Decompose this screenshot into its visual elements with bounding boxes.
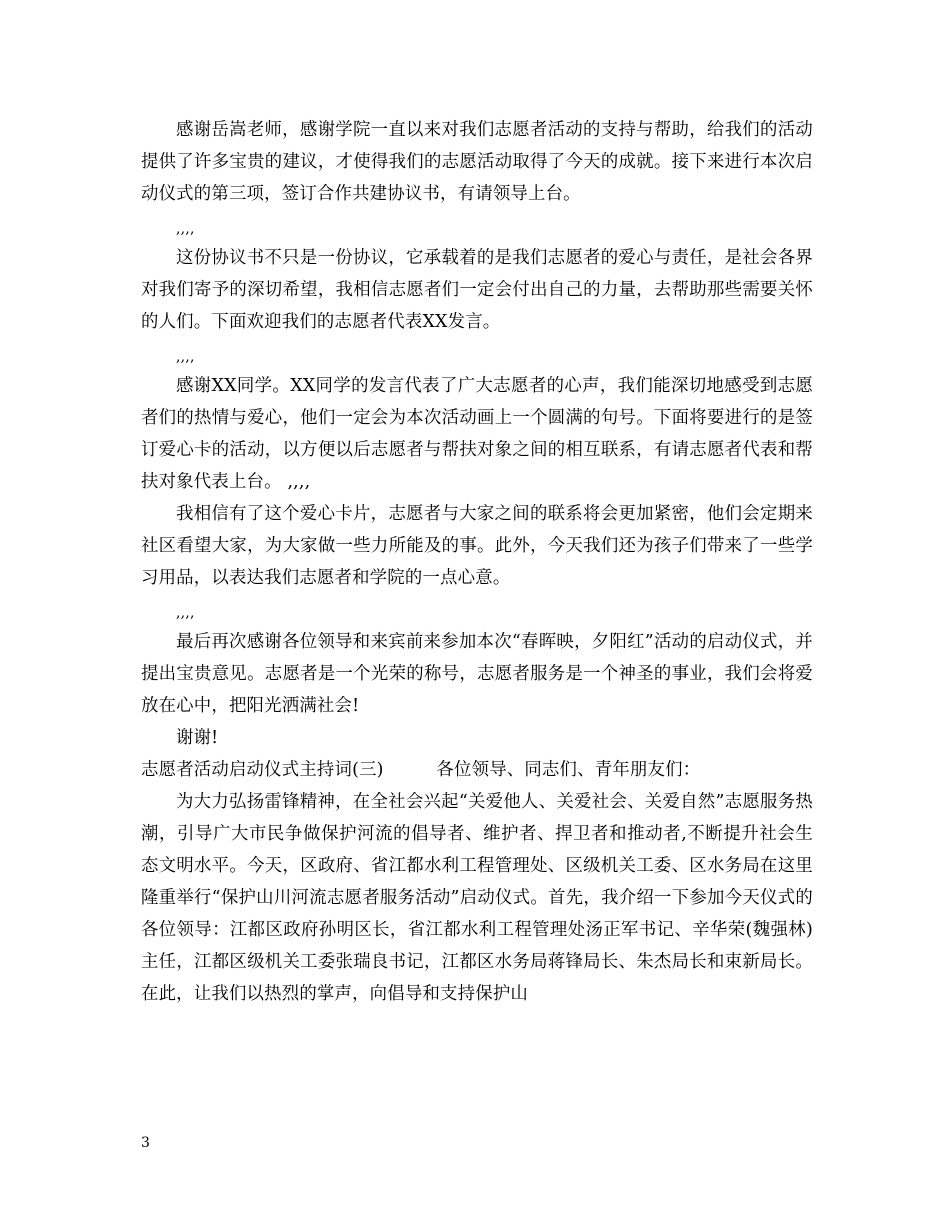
paragraph: 为大力弘扬雷锋精神，在全社会兴起“关爱他人、关爱社会、关爱自然”志愿服务热潮，引导广大市民争做保护河流的倡导者、维护者、捍卫者和推动者,不断提升社会生态文明水平。今天，区政府、省江都水利工程管理处、区级机关工委、区水务局在这里隆重举行“保护山川河流志愿者服务活动”启动仪式。首先，我介绍一下参加今天仪式的各位领导：江都区政府孙明区长，省江都水利工程管理处汤正军书记、辛华荣(魏强林)主任，江都区级机关工委张瑞良书记，江都区水务局蒋锋局长、朱杰局长和束新局长。在此，让我们以热烈的掌声，向倡导和支持保护山 bbox=[141, 792, 813, 1004]
document-body bbox=[141, 114, 813, 1010]
paragraph: 感谢XX同学。XX同学的发言代表了广大志愿者的心声，我们能深切地感受到志愿者们的热情与爱心，他们一定会为本次活动画上一个圆满的句号。下面将要进行的是签订爱心卡的活动，以方便以后志愿者与帮扶对象之间的相互联系，有请志愿者代表和帮扶对象代表上台。 ,,,, bbox=[141, 376, 813, 492]
ellipsis-mark: ,,,, bbox=[176, 349, 195, 365]
ellipsis-mark: ,,,, bbox=[176, 221, 195, 237]
ellipsis-mark: ,,,, bbox=[176, 605, 195, 621]
paragraph: 我相信有了这个爱心卡片，志愿者与大家之间的联系将会更加紧密，他们会定期来社区看望大家，为大家做一些力所能及的事。此外，今天我们还为孩子们带来了一些学习用品，以表达我们志愿者和学院的一点心意。 bbox=[141, 504, 813, 588]
paragraph: 这份协议书不只是一份协议，它承载着的是我们志愿者的爱心与责任，是社会各界对我们寄予的深切希望，我相信志愿者们一定会付出自己的力量，去帮助那些需要关怀的人们。下面欢迎我们的志愿者代表XX发言。 bbox=[141, 248, 813, 332]
closing-thanks: 谢谢! bbox=[176, 728, 219, 748]
paragraph: 最后再次感谢各位领导和来宾前来参加本次“春晖映，夕阳红”活动的启动仪式，并提出宝贵意见。志愿者是一个光荣的称号，志愿者服务是一个神圣的事业，我们会将爱放在心中，把阳光洒满社会! bbox=[141, 632, 813, 716]
page-number: 3 bbox=[141, 1135, 150, 1151]
paragraph: 感谢岳嵩老师，感谢学院一直以来对我们志愿者活动的支持与帮助，给我们的活动提供了许多宝贵的建议，才使得我们的志愿活动取得了今天的成就。接下来进行本次启动仪式的第三项，签订合作共建协议书，有请领导上台。 bbox=[141, 120, 813, 204]
section-heading: 志愿者活动启动仪式主持词(三) 各位领导、同志们、青年朋友们： bbox=[141, 760, 701, 780]
